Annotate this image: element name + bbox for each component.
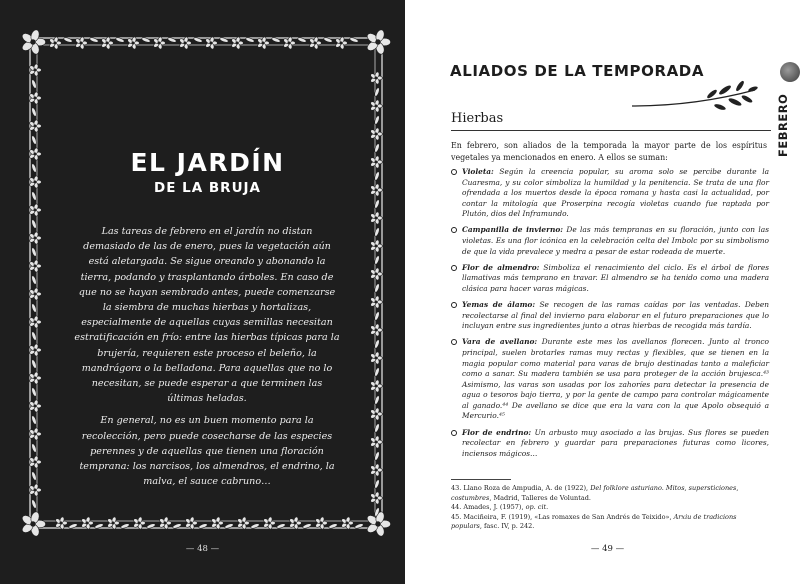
bullet-circle-icon (451, 169, 457, 175)
flower-ornament (370, 379, 383, 392)
moon-seal-icon (780, 62, 800, 82)
leaf-ornament (31, 387, 37, 397)
flower-ornament (21, 511, 46, 537)
footnote (451, 484, 769, 503)
bullet-circle-icon (451, 227, 457, 233)
herb-name: Flor de endrino: (462, 427, 532, 437)
herb-name: Campanilla de invierno: (462, 225, 564, 235)
footnote-work-title: Arxiu de tradicions populars (451, 512, 737, 531)
herb-description: Durante este mes los avellanos florecen. Junto al tronco principal, suelen brotarles ramas muy rectas y flexibles, que se tienen en la magia popular como material para varas de brujo destinadas tanto a maleficiar como a sanar. Su madera también se usa para proteger de la acción brujesca.⁴³ Asimismo, las varas son usadas por los zahoríes para detectar la presencia de agua o tesoros bajo tierra, y por la gente de campo para controlar mágicamente al ganado.⁴⁴ De avellano se dice que era la vara con la que Apolo obsequió a Mercurio.⁴⁵ (462, 337, 770, 421)
left-title-block (95, 148, 320, 196)
left-paragraph-1: Las tareas de febrero en el jardín no distan demasiado de las de enero, pues la vegetación aún está aletargada. Se sigue oreando y abonando la tierra, podando y trasplantando árboles. En caso de que no se hayan sembrado antes, puede comenzarse la siembra de muchas hierbas y hortalizas, especialmente de aquellas cuyas semillas necesitan estratificación en frío: entre las hierbas típicas para la brujería, requieren este proceso el beleño, la mandrágora o la belladona. Para aquellas que no lo necesitan, se puede esperar a que terminen las últimas heladas. (74, 226, 340, 405)
bullet-circle-icon (451, 339, 457, 345)
leaf-ornament (31, 191, 37, 201)
leaf-ornament (31, 135, 37, 145)
herb-item (451, 225, 769, 257)
leaf-ornament (31, 443, 37, 453)
leaf-ornament (31, 79, 37, 89)
flower-ornament (370, 323, 383, 336)
month-side-tab (769, 58, 810, 170)
flower-ornament (370, 211, 383, 224)
leaf-ornament (31, 359, 37, 369)
footnotes (451, 484, 769, 532)
flower-ornament (370, 71, 383, 84)
page-subtitle: DE LA BRUJA (154, 180, 261, 196)
month-label: FEBRERO (776, 93, 790, 157)
flower-ornament (370, 99, 383, 112)
herb-name: Violeta: (462, 167, 494, 176)
bullet-circle-icon (451, 265, 457, 271)
footnote-text: , Madrid, Talleres de Voluntad. (489, 493, 591, 502)
footnote-work-title: op. cit. (525, 503, 549, 512)
herb-item (451, 300, 769, 332)
herb-item (451, 428, 769, 460)
leaf-ornament (31, 275, 37, 285)
footnote-text: 44. Amades, J. (1957), (451, 503, 526, 512)
olive-branch-icon (630, 80, 760, 122)
leaf-ornament (31, 303, 37, 313)
section-title: ALIADOS DE LA TEMPORADA (450, 62, 705, 80)
herb-item (451, 263, 769, 295)
subtitle-rule (451, 130, 771, 131)
footnote-rule (451, 479, 511, 480)
flower-ornament (370, 295, 383, 308)
herb-list (451, 167, 769, 465)
footnote (451, 503, 769, 513)
flower-ornament (366, 29, 391, 55)
flower-ornament (370, 183, 383, 196)
flower-ornament (370, 435, 383, 448)
left-page-number: — 48 — (185, 544, 220, 554)
herb-name: Vara de avellano: (462, 337, 538, 347)
footnote-work-title: Del folklore asturiano. Mitos, supersticiones, costumbres (451, 484, 739, 502)
leaf-ornament (31, 107, 37, 117)
right-page-number: — 49 — (590, 544, 625, 554)
page-title: EL JARDÍN (130, 148, 285, 177)
flower-ornament (370, 463, 383, 476)
footnote-text: , fasc. IV, p. 242. (479, 522, 535, 531)
flower-ornament (370, 351, 383, 364)
bullet-circle-icon (451, 302, 457, 308)
section-subtitle: Hierbas (451, 111, 504, 126)
left-paragraph-2: En general, no es un buen momento para la recolección, pero puede cosecharse de las especies perennes y de aquellas que tienen una floración temprana: los narcisos, los almendros, el endrino, la malva, el sauce cabruno… (79, 415, 335, 488)
herb-description: Un arbusto muy asociado a las brujas. Sus flores se pueden recolectar en febrero y guardar para preparaciones futuras como licores, inciensos mágicos… (462, 427, 769, 458)
leaf-ornament (31, 331, 37, 341)
flower-ornament (370, 267, 383, 280)
flower-ornament (370, 155, 383, 168)
footnote-text: 43. Llano Roza de Ampudia, A. de (1922), (451, 484, 591, 492)
flower-ornament (370, 127, 383, 140)
flower-ornament (370, 239, 383, 252)
right-page (405, 0, 810, 584)
herb-name: Flor de almendro: (462, 262, 540, 272)
herb-item (451, 337, 769, 422)
herb-description: De las más tempranas en su floración, junto con las violetas. Es una flor icónica en la celebración celta del Imbolc por su simbolismo de que la vida prevalece y medra a pesar de estar rodeada de muerte. (462, 225, 769, 256)
flower-ornament (21, 29, 46, 55)
bullet-circle-icon (451, 430, 457, 436)
leaf-ornament (31, 415, 37, 425)
flower-ornament (370, 491, 383, 504)
leaf-ornament (31, 219, 37, 229)
left-body-text (74, 224, 340, 496)
flower-ornament (370, 407, 383, 420)
herb-description: Se recogen de las ramas caídas por las ventadas. Deben recolectarse al final del invierno para elaborar en el futuro preparaciones que lo incluyan entre sus ingredientes junto a otras hierbas de recogida más tardía. (462, 300, 769, 331)
herb-item (451, 167, 769, 220)
intro-paragraph: En febrero, son aliados de la temporada la mayor parte de los espíritus vegetales ya mencionados en enero. A ellos se suman: (451, 141, 767, 162)
footnote (451, 513, 769, 532)
leaf-ornament (31, 163, 37, 173)
leaf-ornament (31, 499, 37, 509)
herb-description: Según la creencia popular, su aroma solo se percibe durante la Cuaresma, y su color simboliza la humildad y la penitencia. Se trata de una flor ofrendada a los muertos desde la época romana y hasta casi la actualidad, por contar la mitología que Proserpina recogía violetas cuando fue raptada por Plutón, dios del Inframundo. (462, 167, 769, 219)
herb-description: Simboliza el renacimiento del ciclo. Es el árbol de flores llamativas más temprano en travar. El almendro se ha tenido como una madera clásica para hacer varas mágicas. (462, 262, 769, 293)
leaf-ornament (31, 471, 37, 481)
footnote-text: 45. Maciñeira, F. (1919), «Las romaxes de San Andrés de Teixido», (451, 512, 674, 521)
leaf-ornament (31, 247, 37, 257)
herb-name: Yemas de álamo: (462, 300, 536, 310)
